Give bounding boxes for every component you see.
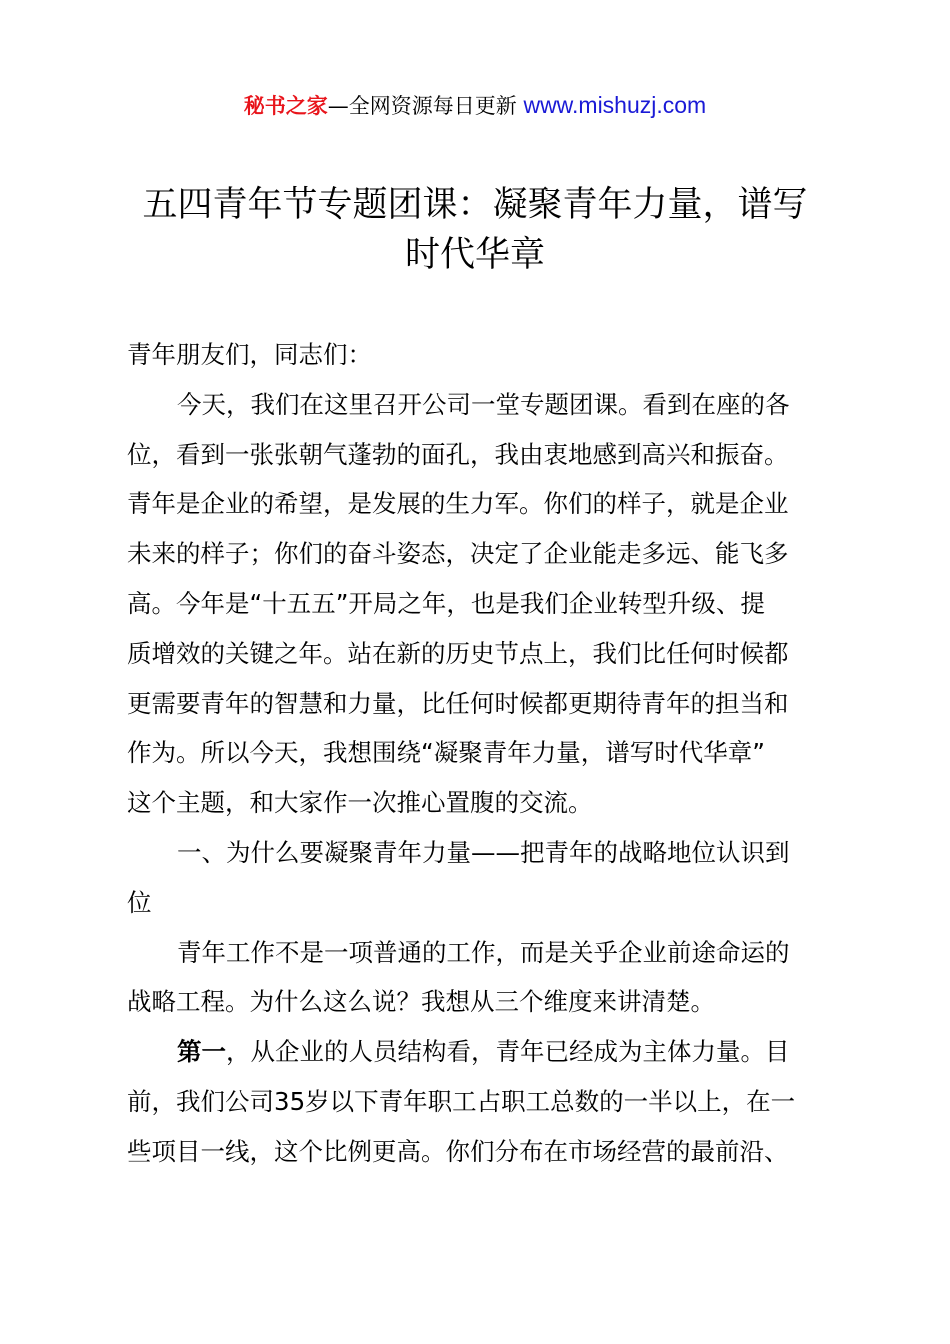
text-line: 作为。所以今天，我想围绕“凝聚青年力量，谱写时代华章” [127,738,765,768]
text-line [127,1027,837,1077]
site-header [0,88,950,123]
title-line-2: 时代华章 [404,235,545,275]
paragraph-first-point [127,1027,837,1176]
paragraph-intro [127,380,837,828]
site-url-link[interactable]: www.mishuzj.com [523,92,707,118]
brand-name: 秘书之家 [243,94,328,118]
document-body [127,330,837,1177]
text-line: 质增效的关键之年。站在新的历史节点上，我们比任何时候都 [127,638,789,668]
heading-line: 一、为什么要凝聚青年力量——把青年的战略地位认识到 [177,837,790,867]
paragraph-strategy [127,928,837,1028]
text-line: 前，我们公司35岁以下青年职工占职工总数的一半以上，在一 [127,1086,796,1116]
title-line-1: 五四青年节专题团课：凝聚青年力量，谱写 [142,185,808,225]
text-line: 更需要青年的智慧和力量，比任何时候都更期待青年的担当和 [127,688,789,718]
text-line: 青年工作不是一项普通的工作，而是关乎企业前途命运的 [177,937,790,967]
point-label: 第一 [177,1037,226,1067]
text-line: 些项目一线，这个比例更高。你们分布在市场经营的最前沿、 [127,1136,789,1166]
salutation: 青年朋友们，同志们： [127,340,372,369]
text-span: ，从企业的人员结构看，青年已经成为主体力量。目 [226,1037,790,1067]
text-line: 青年是企业的希望，是发展的生力军。你们的样子，就是企业 [127,489,789,519]
text-line: 今天，我们在这里召开公司一堂专题团课。看到在座的各 [177,389,790,419]
text-line: 高。今年是“十五五”开局之年，也是我们企业转型升级、提 [127,588,765,618]
heading-line: 位 [127,887,152,917]
document-title [0,180,950,280]
text-line: 战略工程。为什么这么说？我想从三个维度来讲清楚。 [127,987,715,1017]
header-tagline: —全网资源每日更新 [327,94,524,118]
text-line: 未来的样子；你们的奋斗姿态，决定了企业能走多远、能飞多 [127,539,789,569]
text-line: 位，看到一张张朝气蓬勃的面孔，我由衷地感到高兴和振奋。 [127,439,789,469]
section-heading-1 [127,828,837,928]
text-line: 这个主题，和大家作一次推心置腹的交流。 [127,788,593,818]
